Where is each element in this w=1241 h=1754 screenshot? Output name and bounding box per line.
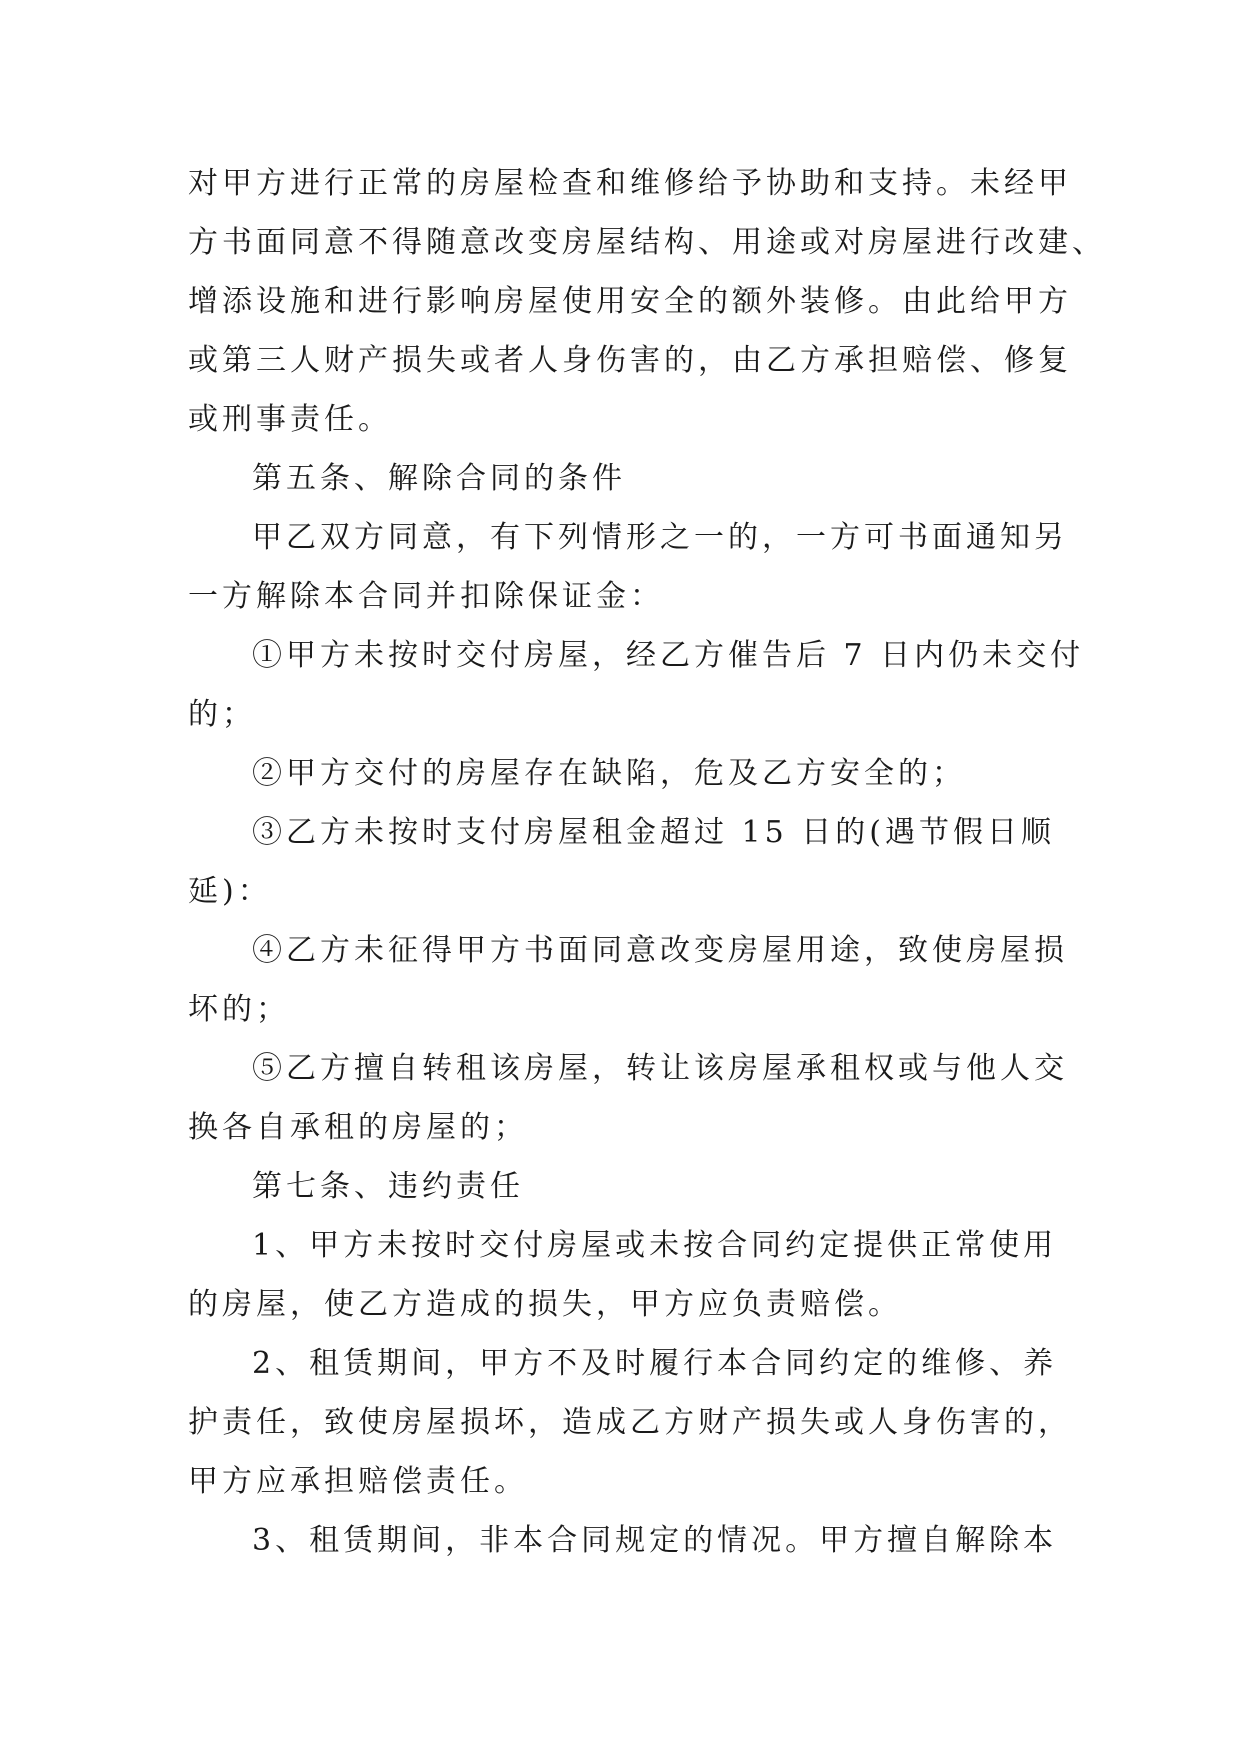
list-item: 3、租赁期间，非本合同规定的情况。甲方擅自解除本 <box>252 1523 1058 1558</box>
list-item: 1、甲方未按时交付房屋或未按合同约定提供正常使用 <box>252 1228 1058 1263</box>
section-heading: 第七条、违约责任 <box>252 1169 524 1204</box>
list-item: ④乙方未征得甲方书面同意改变房屋用途，致使房屋损 <box>252 933 1068 968</box>
paragraph-line: 换各自承租的房屋的； <box>188 1110 528 1145</box>
paragraph-line: 对甲方进行正常的房屋检查和维修给予协助和支持。未经甲 <box>188 166 1072 201</box>
paragraph-line: 延)： <box>188 874 272 909</box>
paragraph-line: 或第三人财产损失或者人身伤害的，由乙方承担赔偿、修复 <box>188 343 1072 378</box>
paragraph-line: 坏的； <box>188 992 290 1027</box>
list-item: 2、租赁期间，甲方不及时履行本合同约定的维修、养 <box>252 1346 1058 1381</box>
paragraph-line: 的； <box>188 697 256 732</box>
paragraph-line: 甲方应承担赔偿责任。 <box>188 1464 528 1499</box>
paragraph-line: 护责任，致使房屋损坏，造成乙方财产损失或人身伤害的， <box>188 1405 1072 1440</box>
paragraph-line: 或刑事责任。 <box>188 402 392 437</box>
list-item: ①甲方未按时交付房屋，经乙方催告后 7 日内仍未交付 <box>252 638 1085 673</box>
paragraph-line: 的房屋，使乙方造成的损失，甲方应负责赔偿。 <box>188 1287 902 1322</box>
list-item: ⑤乙方擅自转租该房屋，转让该房屋承租权或与他人交 <box>252 1051 1068 1086</box>
list-item: ③乙方未按时支付房屋租金超过 15 日的(遇节假日顺 <box>252 815 1055 850</box>
paragraph-line: 增添设施和进行影响房屋使用安全的额外装修。由此给甲方 <box>188 284 1072 319</box>
paragraph-line: 方书面同意不得随意改变房屋结构、用途或对房屋进行改建、 <box>188 225 1106 260</box>
list-item: ②甲方交付的房屋存在缺陷，危及乙方安全的； <box>252 756 966 791</box>
section-heading: 第五条、解除合同的条件 <box>252 461 626 496</box>
paragraph-line: 甲乙双方同意，有下列情形之一的，一方可书面通知另 <box>252 520 1068 555</box>
paragraph-line: 一方解除本合同并扣除保证金： <box>188 579 664 614</box>
